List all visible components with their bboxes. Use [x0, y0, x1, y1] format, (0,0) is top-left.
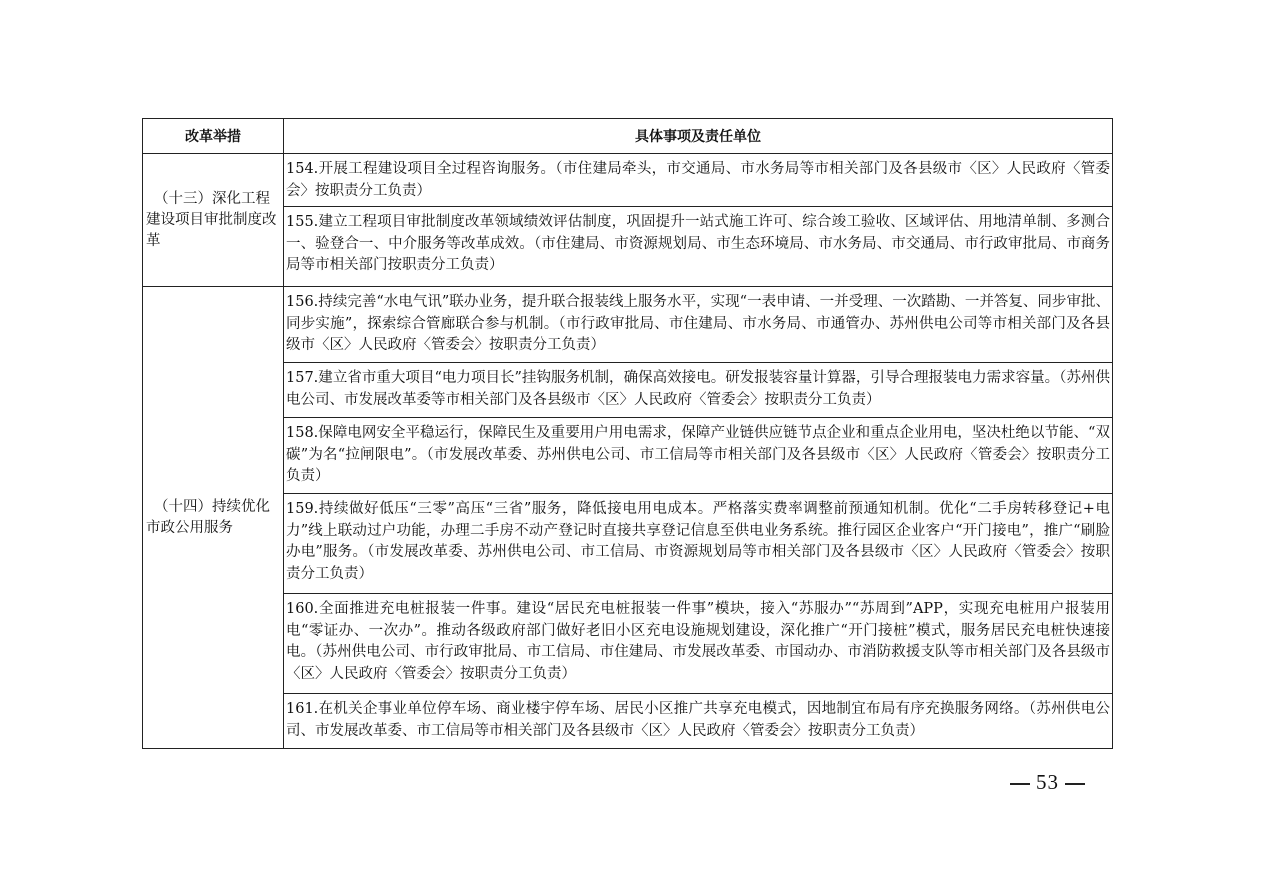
item-cell-161: 161.在机关企事业单位停车场、商业楼宇停车场、居民小区推广共享充电模式，因地制宜布局有序充换服务网络。（苏州供电公司、市发展改革委、市工信局等市相关部门及各县级市〈区〉人民政府〈管委会〉按职责分工负责） — [284, 694, 1113, 749]
table-row — [143, 494, 1113, 594]
item-cell-154: 154.开展工程建设项目全过程咨询服务。（市住建局牵头，市交通局、市水务局等市相关部门及各县级市〈区〉人民政府〈管委会〉按职责分工负责） — [284, 154, 1113, 207]
item-cell-158: 158.保障电网安全平稳运行，保障民生及重要用户用电需求，保障产业链供应链节点企业和重点企业用电，坚决杜绝以节能、“双碳”为名“拉闸限电”。（市发展改革委、苏州供电公司、市工信局等市相关部门及各县级市〈区〉人民政府〈管委会〉按职责分工负责） — [284, 418, 1113, 494]
page-number-text: 53 — [1036, 770, 1059, 794]
reform-measures-table — [142, 118, 1113, 749]
table-row — [143, 287, 1113, 363]
item-cell-159: 159.持续做好低压“三零”高压“三省”服务，降低接电用电成本。严格落实费率调整前预通知机制。优化“二手房转移登记+电力”线上联动过户功能，办理二手房不动产登记时直接共享登记信息至供电业务系统。推行园区企业客户“开门接电”，推广“刷脸办电”服务。（市发展改革委、苏州供电公司、市工信局、市资源规划局等市相关部门及各县级市〈区〉人民政府〈管委会〉按职责分工负责） — [284, 494, 1113, 594]
table-row — [143, 154, 1113, 207]
table-row — [143, 594, 1113, 694]
table-row — [143, 418, 1113, 494]
page-number — [1004, 770, 1091, 795]
item-cell-156: 156.持续完善“水电气讯”联办业务，提升联合报装线上服务水平，实现“一表申请、一并受理、一次踏勘、一并答复、同步审批、同步实施”，探索综合管廊联合参与机制。（市行政审批局、市住建局、市水务局、市通管办、苏州供电公司等市相关部门及各县级市〈区〉人民政府〈管委会〉按职责分工负责） — [284, 287, 1113, 363]
table-row — [143, 363, 1113, 418]
item-cell-155: 155.建立工程项目审批制度改革领域绩效评估制度，巩固提升一站式施工许可、综合竣工验收、区域评估、用地清单制、多测合一、验登合一、中介服务等改革成效。（市住建局、市资源规划局、市生态环境局、市水务局、市交通局、市行政审批局、市商务局等市相关部门按职责分工负责） — [284, 207, 1113, 287]
item-cell-157: 157.建立省市重大项目“电力项目长”挂钩服务机制，确保高效接电。研发报装容量计算器，引导合理报装电力需求容量。（苏州供电公司、市发展改革委等市相关部门及各县级市〈区〉人民政府〈管委会〉按职责分工负责） — [284, 363, 1113, 418]
table-row — [143, 694, 1113, 749]
dash-right — [1065, 783, 1085, 785]
header-measure: 改革举措 — [143, 119, 284, 154]
item-cell-160: 160.全面推进充电桩报装一件事。建设“居民充电桩报装一件事”模块，接入“苏服办”“苏周到”APP，实现充电桩用户报装用电“零证办、一次办”。推动各级政府部门做好老旧小区充电设施规划建设，深化推广“开门接桩”模式，服务居民充电桩快速接电。（苏州供电公司、市行政审批局、市工信局、市住建局、市发展改革委、市国动办、市消防救援支队等市相关部门及各县级市〈区〉人民政府〈管委会〉按职责分工负责） — [284, 594, 1113, 694]
table-row — [143, 207, 1113, 287]
dash-left — [1010, 783, 1030, 785]
measure-cell-14: （十四）持续优化市政公用服务 — [143, 287, 284, 749]
table-header-row — [143, 119, 1113, 154]
header-details: 具体事项及责任单位 — [284, 119, 1113, 154]
measure-cell-13: （十三）深化工程建设项目审批制度改革 — [143, 154, 284, 287]
